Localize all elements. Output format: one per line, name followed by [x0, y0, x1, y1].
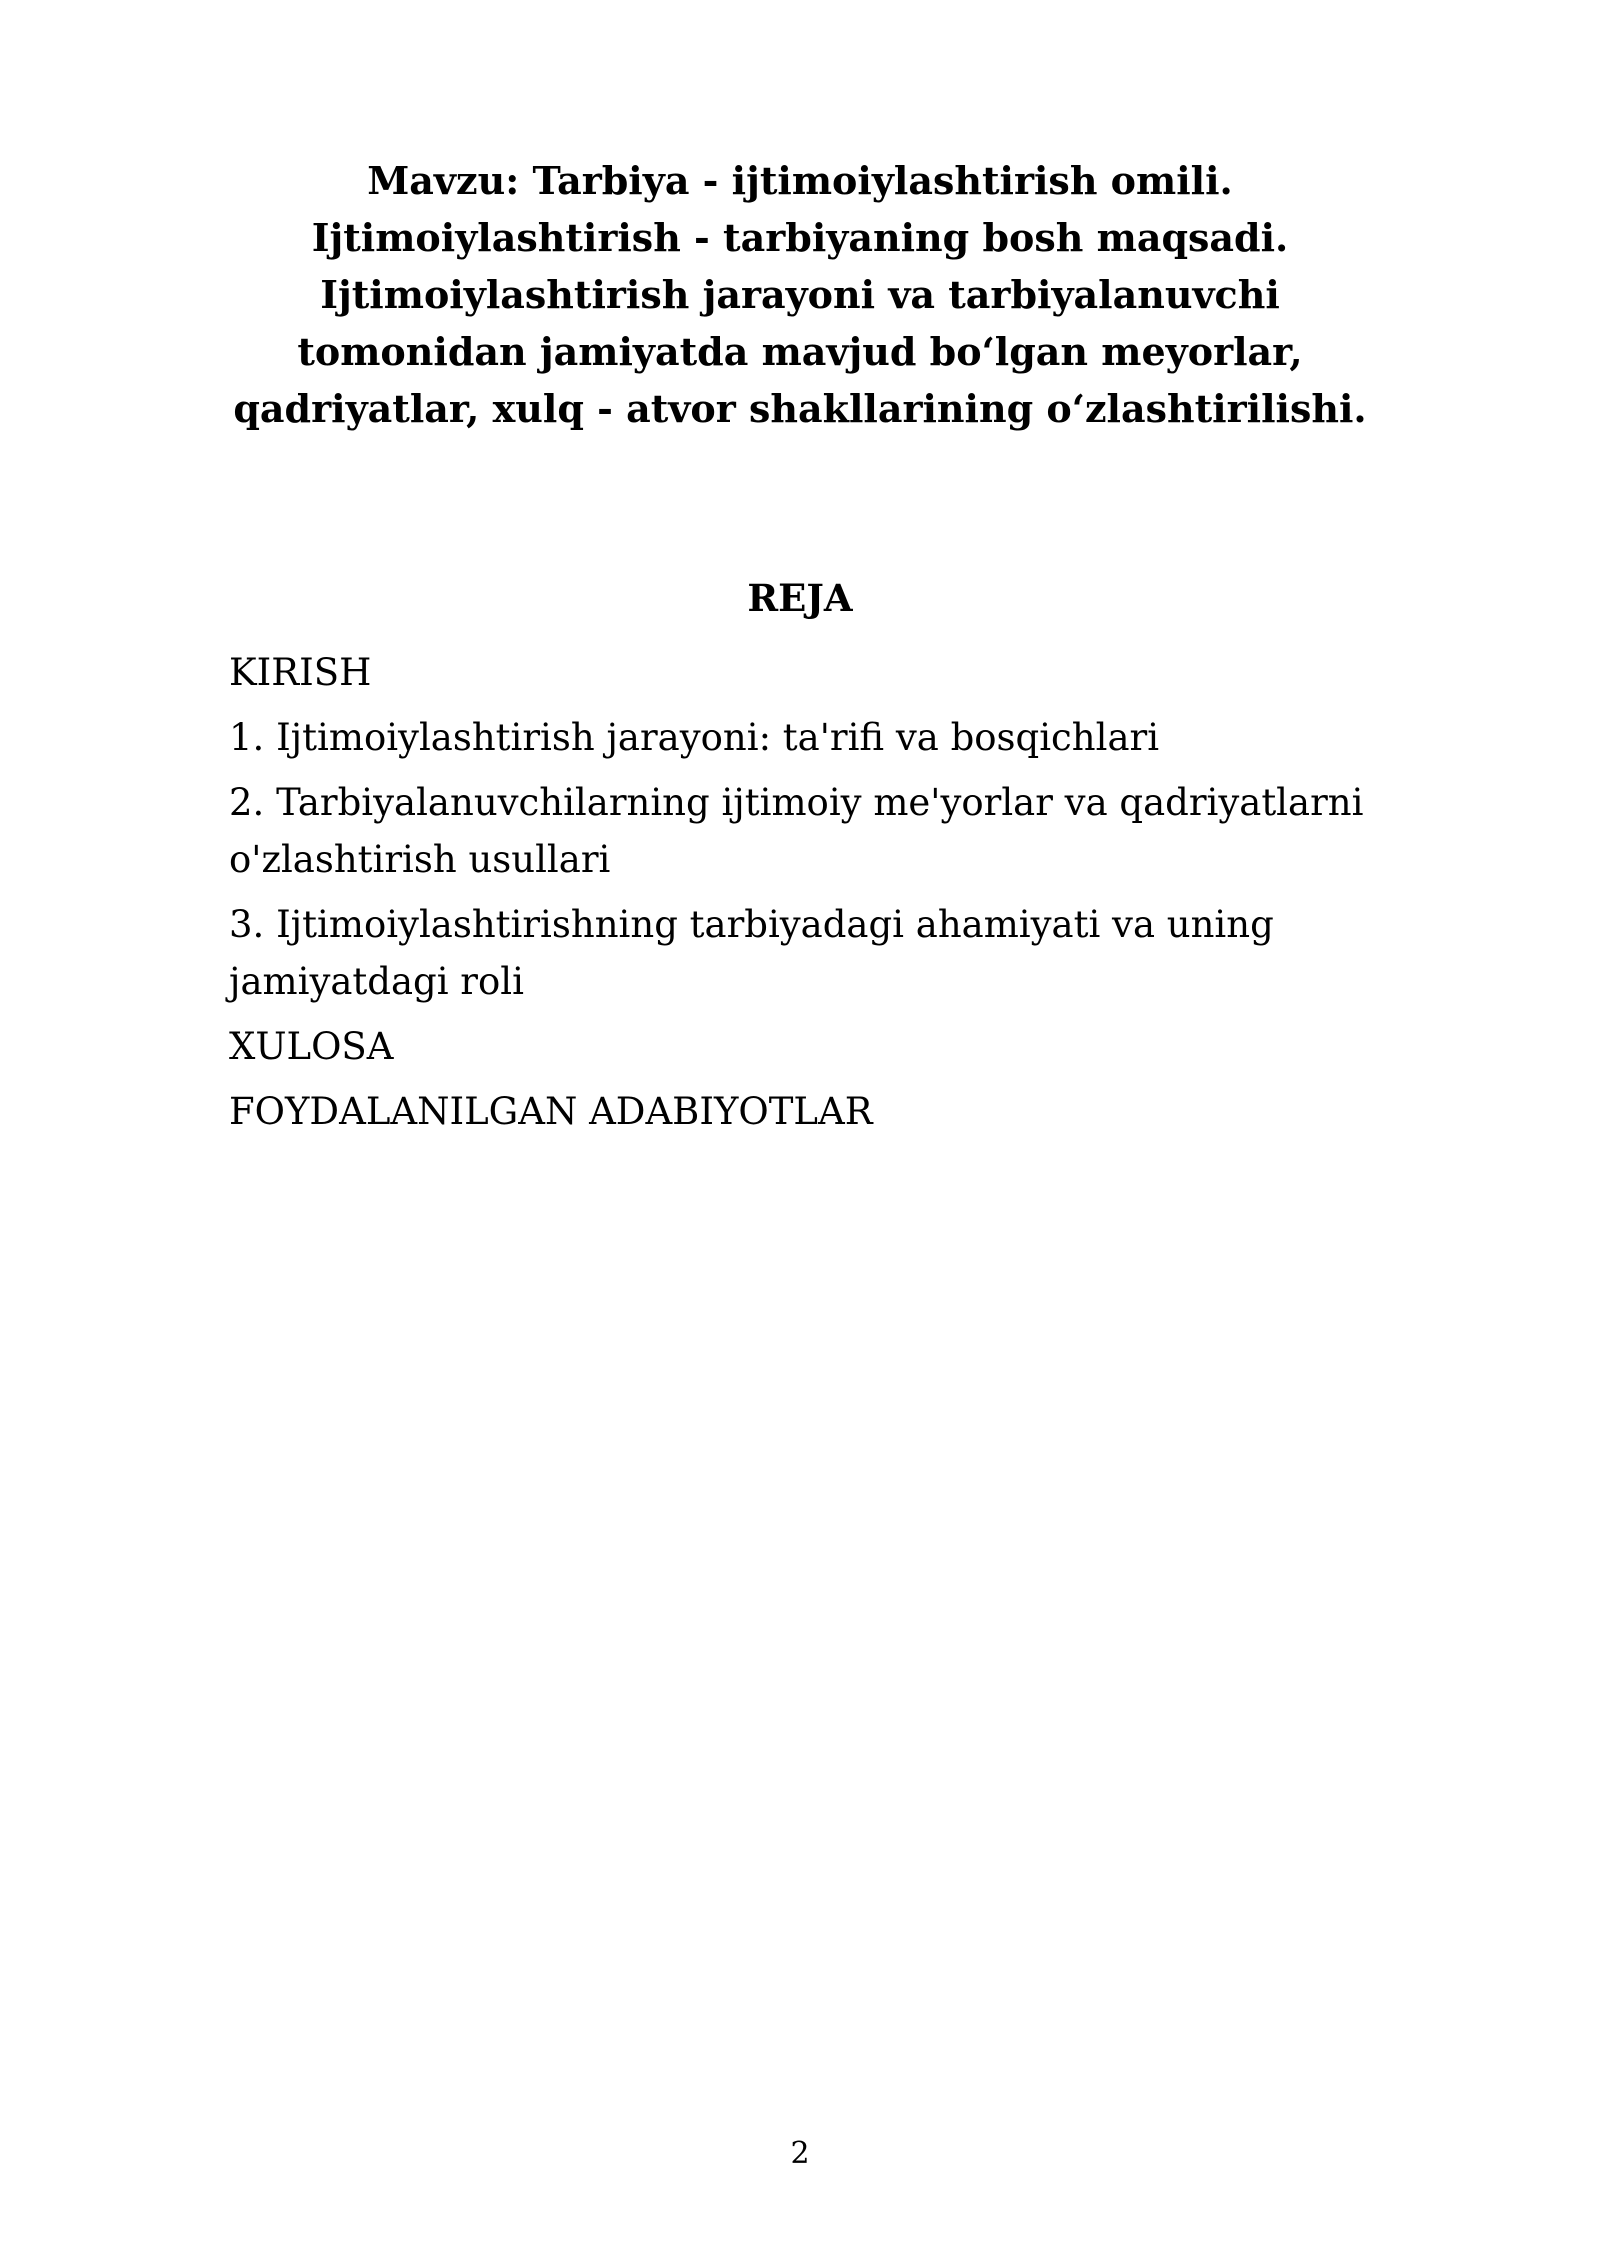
plan-list [229, 644, 1379, 1148]
plan-item-2: 2. Tarbiyalanuvchilarning ijtimoiy me'yorlar va qadriyatlarni o'zlashtirish usullari [229, 781, 1364, 881]
plan-heading: REJA [747, 576, 853, 620]
page-number: 2 [790, 2136, 810, 2171]
plan-item-1: 1. Ijtimoiylashtirish jarayoni: ta'rifi va bosqichlari [229, 716, 1160, 759]
plan-item-references: FOYDALANILGAN ADABIYOTLAR [229, 1090, 873, 1133]
topic-title: Mavzu: Tarbiya - ijtimoiylashtirish omili. Ijtimoiylashtirish - tarbiyaning bosh maqsadi. Ijtimoiylashtirish jarayoni va tarbiyalanuvchi tomonidan jamiyatda mavjud bo‘lgan meyorlar, qadriyatlar, xulq - atvor shakllarining o‘zlashtirilishi. [233, 158, 1367, 431]
plan-item-3: 3. Ijtimoiylashtirishning tarbiyadagi ahamiyati va uning jamiyatdagi roli [229, 903, 1274, 1003]
plan-item-conclusion: XULOSA [229, 1025, 394, 1068]
plan-item-introduction: KIRISH [229, 651, 372, 694]
